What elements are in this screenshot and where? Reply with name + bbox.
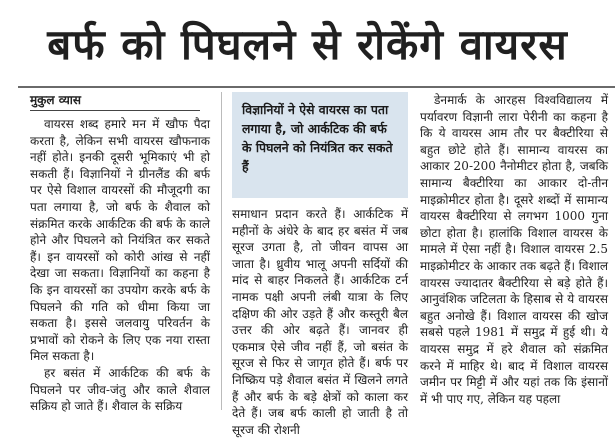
pull-quote: विज्ञानियों ने ऐसे वायरस का पता लगाया है, जो आर्कटिक की बर्फ के पिघलने को नियंत्रित कर सकते हैं: [232, 92, 408, 198]
headline-rule: [18, 86, 615, 88]
byline-rule: [30, 110, 200, 111]
column-1-paragraph-2: हर बसंत में आर्कटिक की बर्फ के पिघलने पर जीव-जंतु और काले शैवाल सक्रिय हो जाते हैं। शैवाल के सक्रिय: [30, 365, 210, 414]
column-3-paragraph-1: डेनमार्क के आरहस विश्वविद्यालय में पर्यावरण विज्ञानी लारा पेरीनी का कहना है कि ये वायरस आम तौर पर बैक्टीरिया से बहुत छोटे होते हैं। सामान्य वायरस का आकार 20-200 नैनोमीटर होता है, जबकि सामान्य बैक्टीरिया का आकार दो-तीन माइक्रोमीटर होता है। दूसरे शब्दों में सामान्य वायरस बैक्टीरिया से लगभग 1000 गुना छोटा होता है। हालांकि विशाल वायरस के मामले में ऐसा नहीं है। विशाल वायरस 2.5 माइक्रोमीटर के आकार तक बढ़ते हैं। विशाल वायरस ज्यादातर बैक्टीरिया से बड़े होते हैं। आनुवंशिक जटिलता के हिसाब से ये वायरस बहुत अनोखे हैं। विशाल वायरस की खोज सबसे पहले 1981 में समुद्र में हुई थी। ये वायरस समुद्र में हरे शैवाल को संक्रमित करने में माहिर थे। बाद में विशाल वायरस जमीन पर मिट्टी में और यहां तक कि इंसानों में भी पाए गए, लेकिन यह पहला: [420, 93, 608, 406]
article-headline: बर्फ को पिघलने से रोकेंगे वायरस: [47, 20, 568, 69]
article-column-2: [232, 206, 408, 437]
article-column-1: [30, 116, 210, 414]
column-2-paragraph-1: समाधान प्रदान करते हैं। आर्कटिक में महीनों के अंधेरे के बाद हर बसंत में जब सूरज उगता है, तो जीवन वापस आ जाता है। ध्रुवीय भालू अपनी सर्दियों की मांद से बाहर निकलते हैं। आर्कटिक टर्न नामक पक्षी अपनी लंबी यात्रा के लिए दक्षिण की ओर उड़ते हैं और कस्तूरी बैल उत्तर की ओर बढ़ते हैं। जानवर ही एकमात्र ऐसे जीव नहीं हैं, जो बसंत के सूरज से फिर से जागृत होते हैं। बर्फ पर निष्क्रिय पड़े शैवाल बसंत में खिलने लगते हैं और बर्फ के बड़े क्षेत्रों को काला कर देते हैं। जब बर्फ काली हो जाती है तो सूरज की रोशनी: [232, 207, 408, 437]
article-column-3: [420, 92, 608, 410]
column-divider: [221, 92, 222, 410]
author-byline: मुकुल व्यास: [30, 93, 81, 107]
column-1-paragraph-1: वायरस शब्द हमारे मन में खौफ पैदा करता है, लेकिन सभी वायरस खौफनाक नहीं होते। इनकी दूसरी भूमिकाएं भी हो सकती हैं। विज्ञानियों ने ग्रीनलैंड की बर्फ पर ऐसे विशाल वायरसों की मौजूदगी का पता लगाया है, जो बर्फ के शैवाल को संक्रमित करके आर्कटिक की बर्फ के काले होने और पिघलने को नियंत्रित कर सकते हैं। इन वायरसों को कोरी आंख से नहीं देखा जा सकता। विज्ञानियों का कहना है कि इन वायरसों का उपयोग करके बर्फ के पिघलने की गति को धीमा किया जा सकता है। इससे जलवायु परिवर्तन के प्रभावों को रोकने के लिए एक नया रास्ता मिल सकता है।: [30, 117, 210, 364]
